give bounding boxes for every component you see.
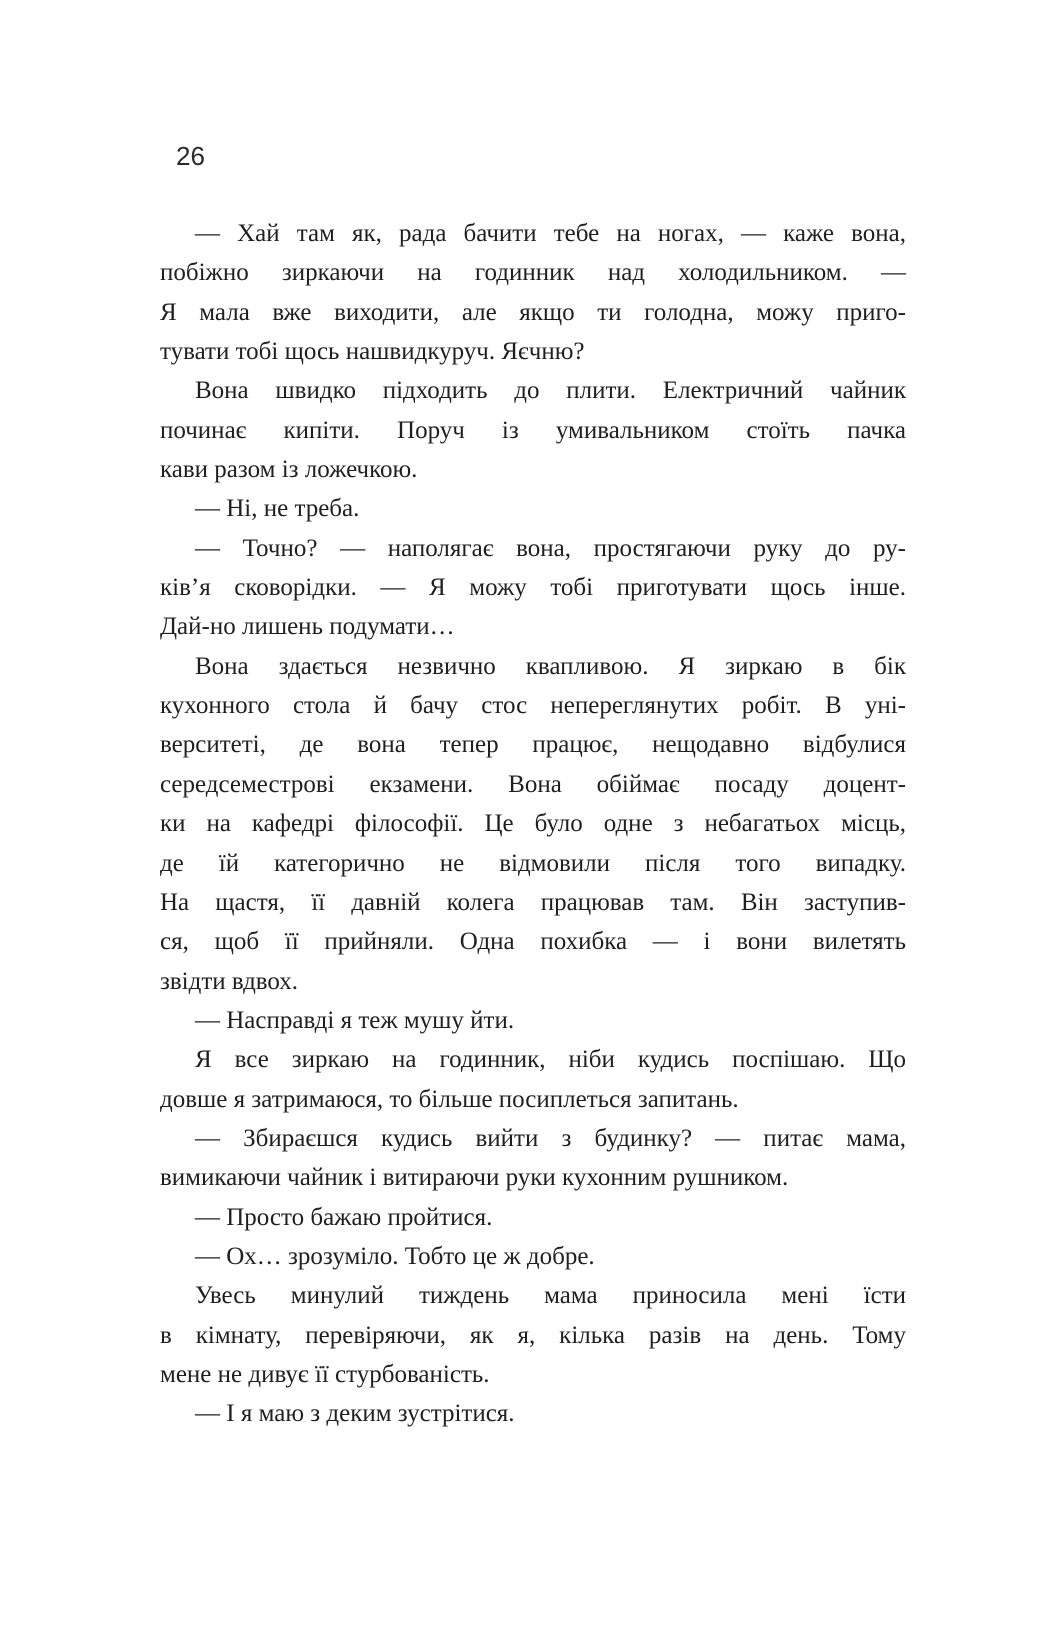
text-line: Дай-но лишень подумати… — [160, 613, 455, 641]
text-line: На щастя, її давній колега працював там. Він заступив- — [160, 888, 906, 916]
paragraph — [160, 529, 906, 647]
paragraph — [160, 1276, 906, 1394]
text-line: побіжно зиркаючи на годинник над холодильником. — — [160, 259, 906, 287]
text-line: — Ох… зрозуміло. Тобто це ж добре. — [195, 1242, 595, 1270]
paragraph — [160, 1198, 906, 1237]
text-line: починає кипіти. Поруч із умивальником стоїть пачка — [160, 416, 906, 444]
text-line: де їй категорично не відмовили після того випадку. — [160, 849, 906, 877]
page-number: 26 — [176, 141, 205, 171]
text-line: кави разом із ложечкою. — [160, 456, 418, 484]
text-line: вимикаючи чайник і витираючи руки кухонним рушником. — [160, 1164, 789, 1192]
text-line: кухонного стола й бачу стос непереглянутих робіт. В уні- — [160, 692, 906, 720]
text-line: — Просто бажаю пройтися. — [195, 1203, 493, 1231]
text-line: — Ні, не треба. — [195, 495, 360, 523]
text-line: звідти вдвох. — [160, 967, 299, 995]
paragraph — [160, 214, 906, 371]
paragraph — [160, 1040, 906, 1119]
text-line: — Збираєшся кудись вийти з будинку? — питає мама, — [195, 1124, 906, 1152]
text-line: Я все зиркаю на годинник, ніби кудись поспішаю. Що — [195, 1046, 906, 1074]
text-line: в кімнату, перевіряючи, як я, кілька разів на день. Тому — [160, 1321, 906, 1349]
paragraph — [160, 1237, 906, 1276]
text-line: — Точно? — наполягає вона, простягаючи руку до ру- — [195, 534, 906, 562]
text-line: ків’я сковорідки. — Я можу тобі приготувати щось інше. — [160, 574, 906, 602]
text-line: Увесь минулий тиждень мама приносила мені їсти — [195, 1282, 906, 1310]
paragraph — [160, 1001, 906, 1040]
text-line: верситеті, де вона тепер працює, нещодавно відбулися — [160, 731, 906, 759]
text-line: Я мала вже виходити, але якщо ти голодна, можу приго- — [160, 298, 906, 326]
text-line: ки на кафедрі філософії. Це було одне з небагатьох місць, — [160, 810, 906, 838]
paragraph — [160, 647, 906, 1001]
paragraph — [160, 489, 906, 528]
paragraph — [160, 371, 906, 489]
text-line: — Хай там як, рада бачити тебе на ногах, — каже вона, — [195, 220, 906, 247]
text-line: середсеместрові екзамени. Вона обіймає посаду доцент- — [160, 770, 906, 798]
text-block — [160, 214, 906, 1434]
text-line: ся, щоб її прийняли. Одна похибка — і вони вилетять — [160, 928, 906, 956]
text-line: Вона здається незвично квапливою. Я зиркаю в бік — [195, 652, 906, 680]
text-line: Вона швидко підходить до плити. Електричний чайник — [195, 377, 906, 405]
text-line: мене не дивує її стурбованість. — [160, 1360, 490, 1388]
text-line: довше я затримаюся, то більше посиплеться запитань. — [160, 1085, 739, 1113]
paragraph — [160, 1394, 906, 1433]
text-line: тувати тобі щось нашвидкуруч. Яєчню? — [160, 338, 585, 366]
text-line: — Насправді я теж мушу йти. — [195, 1006, 515, 1034]
paragraph — [160, 1119, 906, 1198]
text-line: — І я маю з деким зустрітися. — [195, 1400, 515, 1428]
